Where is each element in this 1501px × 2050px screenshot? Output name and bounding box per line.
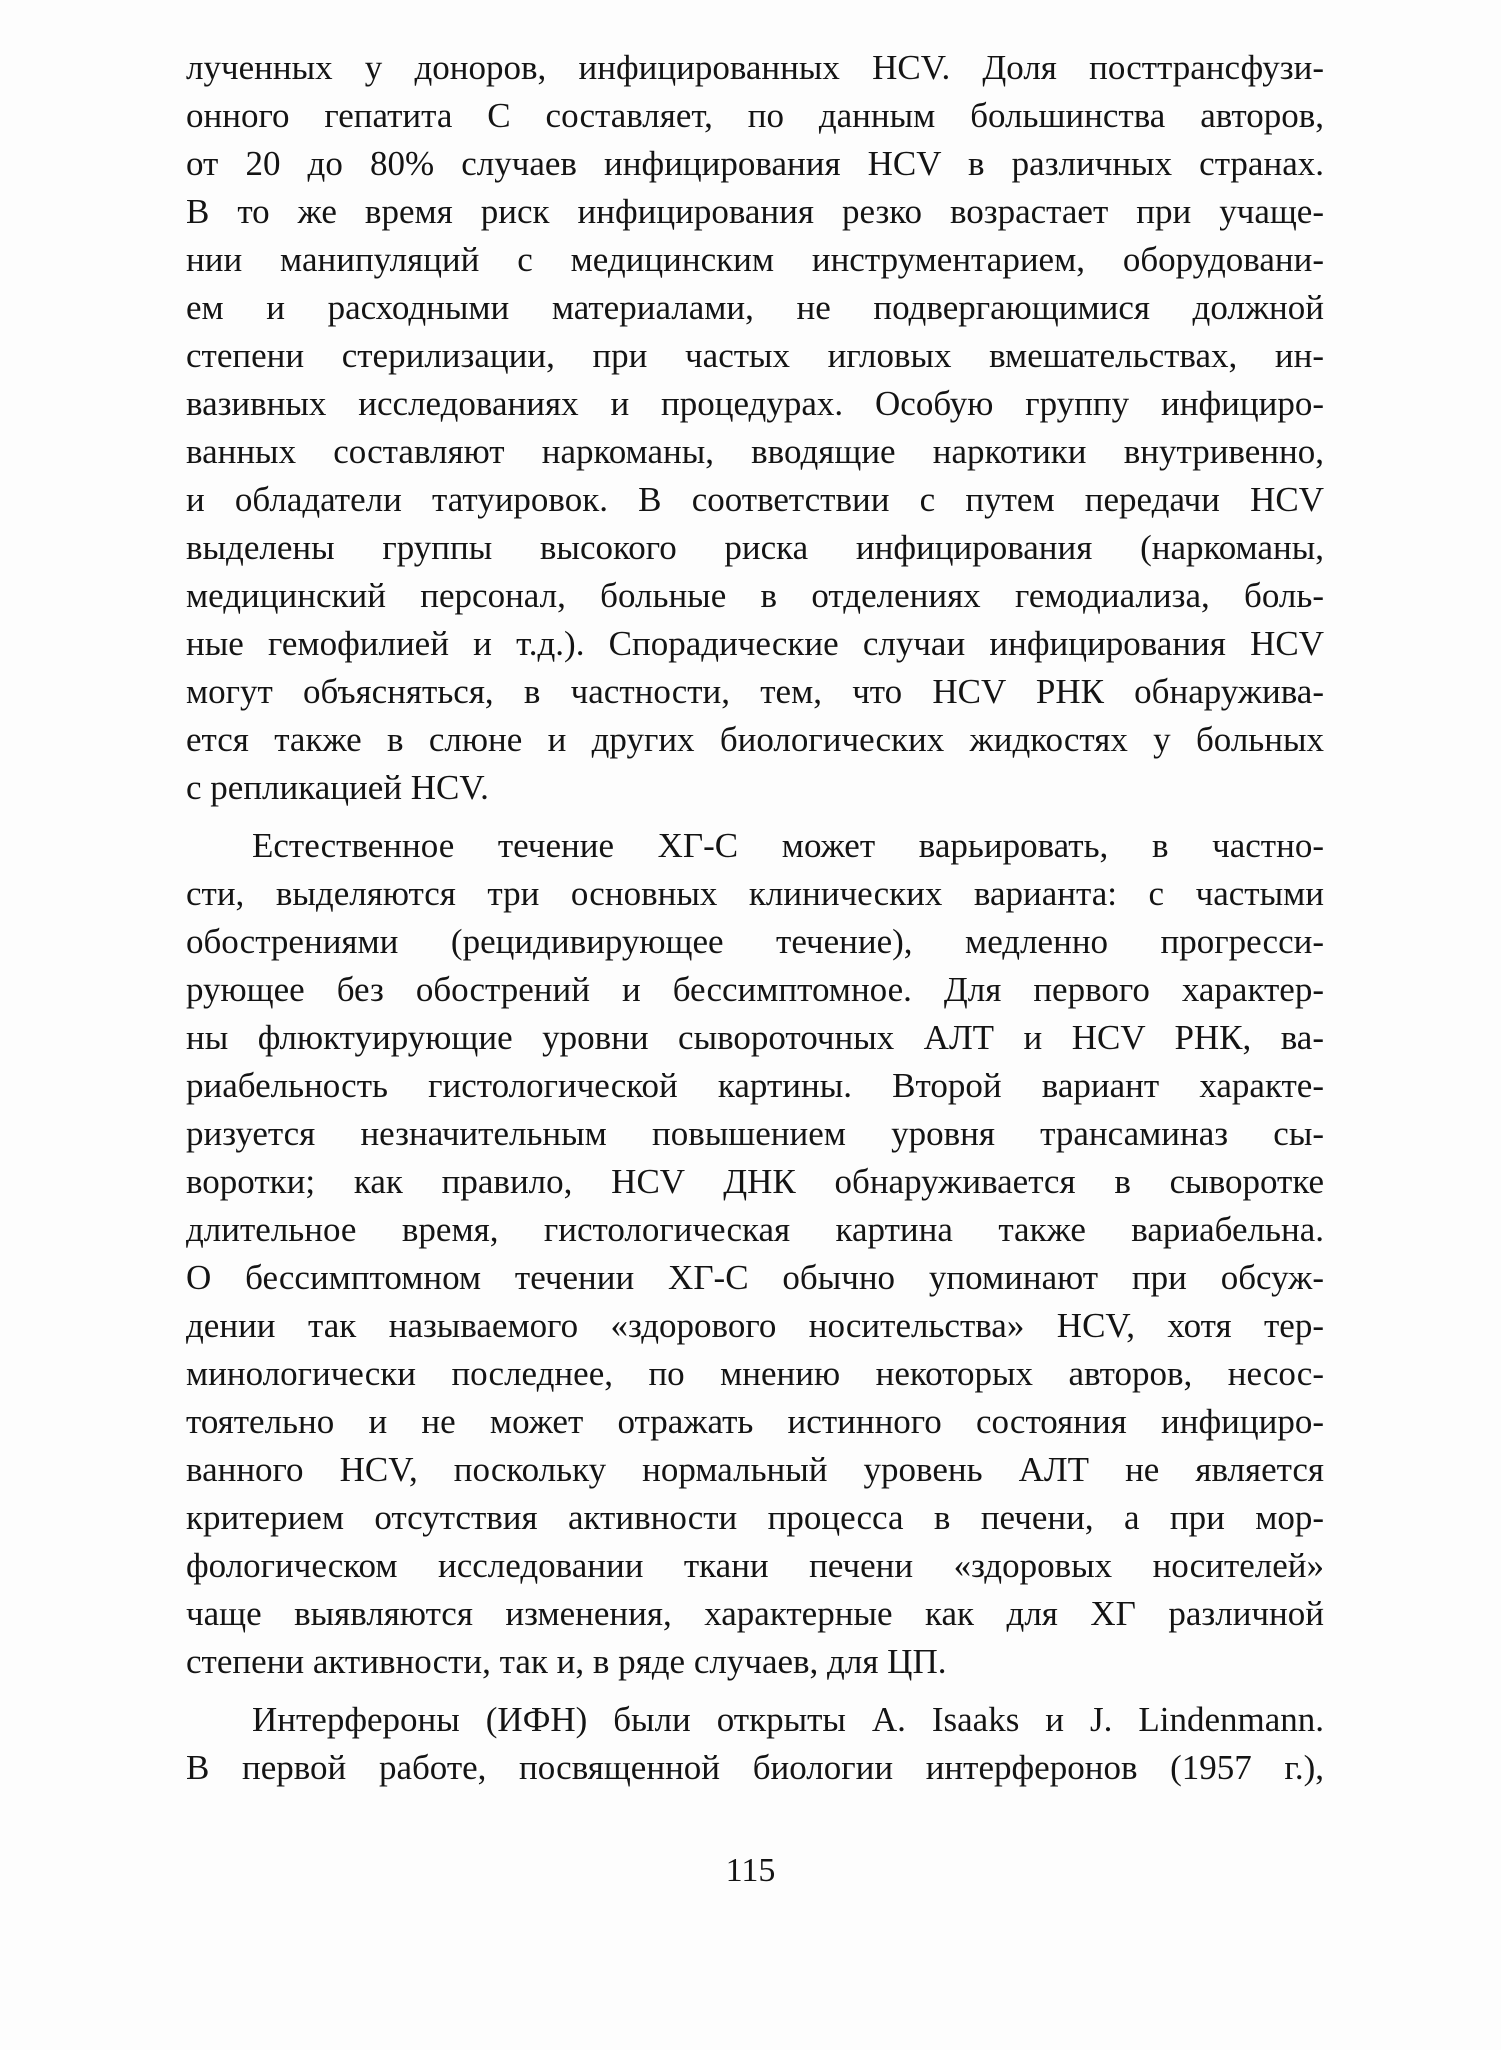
text-line: ные гемофилией и т.д.). Спорадические случаи инфицирования HCV [186, 624, 1324, 663]
text-line: лученных у доноров, инфицированных HCV. Доля посттрансфузи- [186, 48, 1324, 87]
paragraph-2 [186, 822, 1324, 1686]
text-line: рующее без обострений и бессимптомное. Для первого характер- [186, 970, 1324, 1009]
text-line: ется также в слюне и других биологических жидкостях у больных [186, 720, 1324, 759]
body-text [186, 44, 1324, 1792]
text-line: риабельность гистологической картины. Второй вариант характе- [186, 1066, 1324, 1105]
paragraph-3 [186, 1696, 1324, 1792]
text-line: О бессимптомном течении ХГ-С обычно упоминают при обсуж- [186, 1258, 1324, 1297]
text-line: нии манипуляций с медицинским инструментарием, оборудовани- [186, 240, 1324, 279]
text-line: чаще выявляются изменения, характерные как для ХГ различной [186, 1594, 1324, 1633]
paragraph-gap [186, 812, 1324, 822]
text-line: В то же время риск инфицирования резко возрастает при учаще- [186, 192, 1324, 231]
text-line: степени активности, так и, в ряде случаев, для ЦП. [186, 1642, 947, 1681]
page-number: 115 [725, 1852, 776, 1889]
text-line: ны флюктуирующие уровни сывороточных АЛТ и HCV РНК, ва- [186, 1018, 1324, 1057]
text-line: фологическом исследовании ткани печени «здоровых носителей» [186, 1546, 1324, 1585]
text-line: критерием отсутствия активности процесса в печени, а при мор- [186, 1498, 1324, 1537]
text-line: дении так называемого «здорового носительства» HCV, хотя тер- [186, 1306, 1324, 1345]
text-line: выделены группы высокого риска инфицирования (наркоманы, [186, 528, 1324, 567]
text-line: онного гепатита С составляет, по данным большинства авторов, [186, 96, 1324, 135]
text-line: ванных составляют наркоманы, вводящие наркотики внутривенно, [186, 432, 1324, 471]
text-line: В первой работе, посвященной биологии интерферонов (1957 г.), [186, 1748, 1324, 1787]
text-line: с репликацией HCV. [186, 768, 489, 807]
text-line: ем и расходными материалами, не подвергающимися должной [186, 288, 1324, 327]
text-line: вазивных исследованиях и процедурах. Особую группу инфициро- [186, 384, 1324, 423]
text-line: степени стерилизации, при частых игловых вмешательствах, ин- [186, 336, 1324, 375]
text-line: Интерфероны (ИФН) были открыты A. Isaaks и J. Lindenmann. [252, 1700, 1324, 1739]
text-line: ванного HCV, поскольку нормальный уровень АЛТ не является [186, 1450, 1324, 1489]
text-line: и обладатели татуировок. В соответствии с путем передачи HCV [186, 480, 1324, 519]
text-line: обострениями (рецидивирующее течение), медленно прогресси- [186, 922, 1324, 961]
text-line: ризуется незначительным повышением уровня трансаминаз сы- [186, 1114, 1324, 1153]
text-line: сти, выделяются три основных клинических варианта: с частыми [186, 874, 1324, 913]
text-line: от 20 до 80% случаев инфицирования HCV в различных странах. [186, 144, 1324, 183]
text-line: длительное время, гистологическая картина также вариабельна. [186, 1210, 1324, 1249]
text-line: тоятельно и не может отражать истинного состояния инфициро- [186, 1402, 1324, 1441]
text-line: медицинский персонал, больные в отделениях гемодиализа, боль- [186, 576, 1324, 615]
paragraph-gap [186, 1686, 1324, 1696]
text-line: Естественное течение ХГ-С может варьировать, в частно- [252, 826, 1324, 865]
text-line: воротки; как правило, HCV ДНК обнаруживается в сыворотке [186, 1162, 1324, 1201]
text-line: могут объясняться, в частности, тем, что HCV РНК обнаружива- [186, 672, 1324, 711]
paragraph-1 [186, 44, 1324, 812]
text-line: минологически последнее, по мнению некоторых авторов, несос- [186, 1354, 1324, 1393]
